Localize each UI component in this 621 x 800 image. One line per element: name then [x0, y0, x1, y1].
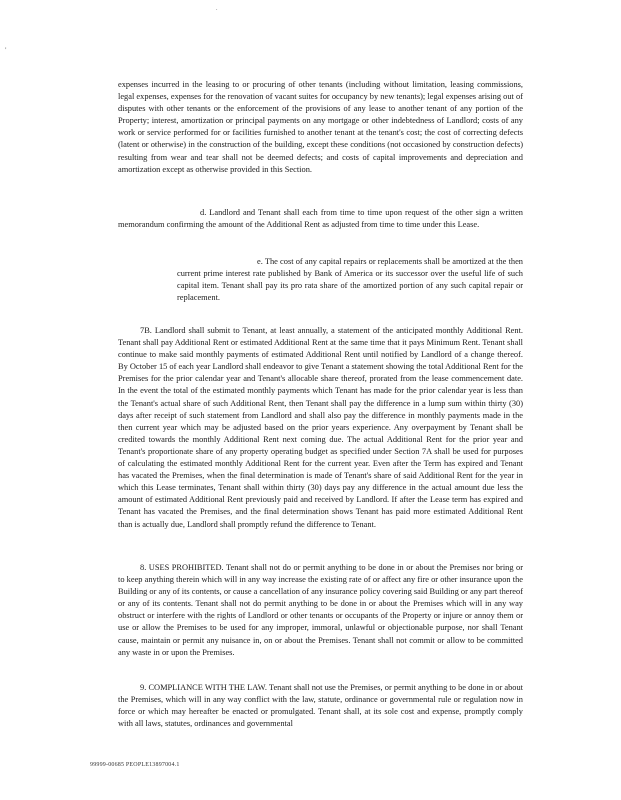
- section-9-compliance-with-law: 9. COMPLIANCE WITH THE LAW. Tenant shall not use the Premises, or permit anything to be done in or about the Premises, which will in any way conflict with the law, statute, ordinance or governmental rule or regulation now in force or which may hereafter be enacted or promulgated. Tenant shall, at its sole cost and expense, promptly comply with all laws, statutes, ordinances and governmental: [118, 683, 523, 729]
- margin-mark-top: .: [216, 6, 218, 12]
- paragraph-d: d. Landlord and Tenant shall each from time to time upon request of the other sign a written memorandum confirming the amount of the Additional Rent as adjusted from time to time under this Lease.: [118, 208, 523, 230]
- section-8-uses-prohibited: 8. USES PROHIBITED. Tenant shall not do or permit anything to be done in or about the Premises nor bring or to keep anything therein which will in any way increase the existing rate of or affect any fire or other insurance upon the Building or any of its contents, or cause a cancellation of any insurance policy covering said Building or any part thereof or any of its contents. Tenant shall not do permit anything to be done in or about the Premises which will in any way obstruct or interfere with the rights of Landlord or other tenants or occupants of the Property or injure or annoy them or use or allow the Premises to be used for any improper, immoral, unlawful or objectionable purpose, nor shall Tenant cause, maintain or permit any nuisance in, on or about the Premises. Tenant shall not commit or allow to be committed any waste in or upon the Premises.: [118, 563, 523, 657]
- paragraph-e: e. The cost of any capital repairs or replacements shall be amortized at the then current prime interest rate published by Bank of America or its successor over the useful life of such capital item. Tenant shall pay its pro rata share of the amortized portion of any such capital repair or replacement.: [177, 257, 523, 303]
- document-footer-id: 99999-00685 PEOPLE13897004.1: [90, 762, 180, 768]
- section-7b: 7B. Landlord shall submit to Tenant, at least annually, a statement of the anticipated monthly Additional Rent. Tenant shall pay Additional Rent or estimated Additional Rent at the same time that it pays Minimum Rent. Tenant shall continue to make said monthly payments of estimated Additional Rent until notified by Landlord of a change thereof. By October 15 of each year Landlord shall endeavor to give Tenant a statement showing the total Additional Rent for the Premises for the prior calendar year and Tenant's allocable share thereof, prorated from the lease commencement date. In the event the total of the estimated monthly payments which Tenant has made for the prior calendar year is less than the Tenant's actual share of such Additional Rent, then Tenant shall pay the difference in a lump sum within thirty (30) days after receipt of such statement from Landlord and shall also pay the difference in monthly payments made in the then current year which may be adjusted based on the prior years experience. Any overpayment by Tenant shall be credited towards the monthly Additional Rent next coming due. The actual Additional Rent for the prior year and Tenant's proportionate share of any property operating budget as specified under Section 7A shall be used for purposes of calculating the estimated monthly Additional Rent for the current year. Even after the Term has expired and Tenant has vacated the Premises, when the final determination is made of Tenant's share of said Additional Rent for the year in which this Lease terminates, Tenant shall within thirty (30) days pay any difference in the actual amount due less the amount of estimated Additional Rent previously paid and received by Landlord. If after the Lease term has expired and Tenant has vacated the Premises, and the final determination shows Tenant has paid more estimated Additional Rent than is actually due, Landlord shall promptly refund the difference to Tenant.: [118, 326, 523, 529]
- margin-mark-left: ,: [5, 44, 7, 50]
- paragraph-continuation: expenses incurred in the leasing to or procuring of other tenants (including without limitation, leasing commissions, legal expenses, expenses for the renovation of vacant suites for occupancy by new tenants); legal expenses arising out of disputes with other tenants or the enforcement of the provisions of any lease to another tenant of any portion of the Property; interest, amortization or principal payments on any mortgage or other indebtedness of Landlord; costs of any work or service performed for or facilities furnished to another tenant at the tenant's cost; the cost of correcting defects (latent or otherwise) in the construction of the building, except these conditions (not occasioned by construction defects) resulting from wear and tear shall not be deemed defects; and costs of capital improvements and depreciation and amortization except as otherwise provided in this Section.: [118, 80, 523, 174]
